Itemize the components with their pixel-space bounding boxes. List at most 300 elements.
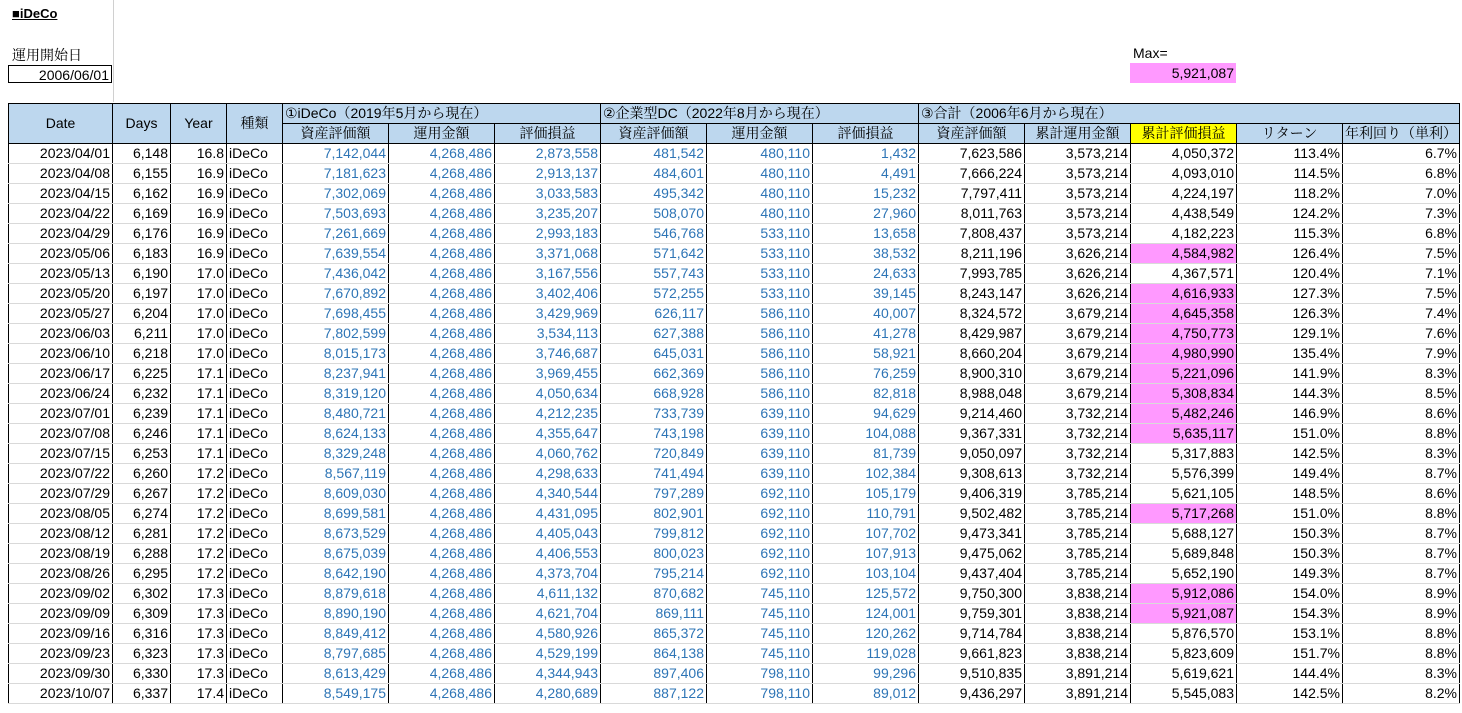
header-sub[interactable]: 年利回り（単利）: [1343, 124, 1460, 144]
cell-a2[interactable]: 4,268,486: [389, 284, 495, 304]
cell-year[interactable]: 17.1: [171, 364, 227, 384]
table-row[interactable]: [9, 304, 1460, 324]
cell-c3[interactable]: 5,717,268: [1131, 504, 1237, 524]
cell-b1[interactable]: 668,928: [601, 384, 707, 404]
cell-kind[interactable]: iDeCo: [227, 284, 283, 304]
cell-date[interactable]: 2023/04/08: [9, 164, 113, 184]
cell-b2[interactable]: 745,110: [707, 644, 813, 664]
cell-a1[interactable]: 8,329,248: [283, 444, 389, 464]
cell-a3[interactable]: 4,298,633: [495, 464, 601, 484]
cell-ret[interactable]: 151.7%: [1237, 644, 1343, 664]
cell-a2[interactable]: 4,268,486: [389, 604, 495, 624]
cell-days[interactable]: 6,169: [113, 204, 171, 224]
cell-date[interactable]: 2023/09/09: [9, 604, 113, 624]
cell-date[interactable]: 2023/06/03: [9, 324, 113, 344]
cell-c3[interactable]: 4,093,010: [1131, 164, 1237, 184]
cell-b3[interactable]: 38,532: [813, 244, 919, 264]
cell-a2[interactable]: 4,268,486: [389, 664, 495, 684]
table-row[interactable]: [9, 604, 1460, 624]
table-row[interactable]: [9, 244, 1460, 264]
header-group-ideco[interactable]: ①iDeCo（2019年5月から現在）: [283, 104, 601, 124]
cell-c3[interactable]: 4,980,990: [1131, 344, 1237, 364]
cell-yld[interactable]: 7.9%: [1343, 344, 1460, 364]
cell-ret[interactable]: 129.1%: [1237, 324, 1343, 344]
table-row[interactable]: [9, 184, 1460, 204]
cell-b2[interactable]: 586,110: [707, 384, 813, 404]
table-row[interactable]: [9, 204, 1460, 224]
cell-a2[interactable]: 4,268,486: [389, 444, 495, 464]
cell-a1[interactable]: 8,797,685: [283, 644, 389, 664]
cell-kind[interactable]: iDeCo: [227, 564, 283, 584]
cell-date[interactable]: 2023/05/13: [9, 264, 113, 284]
cell-year[interactable]: 17.1: [171, 384, 227, 404]
cell-c3[interactable]: 5,621,105: [1131, 484, 1237, 504]
cell-b2[interactable]: 586,110: [707, 324, 813, 344]
cell-c1[interactable]: 8,900,310: [919, 364, 1025, 384]
cell-ret[interactable]: 113.4%: [1237, 144, 1343, 164]
cell-kind[interactable]: iDeCo: [227, 504, 283, 524]
cell-days[interactable]: 6,253: [113, 444, 171, 464]
cell-c2[interactable]: 3,679,214: [1025, 384, 1131, 404]
cell-yld[interactable]: 8.7%: [1343, 544, 1460, 564]
cell-days[interactable]: 6,316: [113, 624, 171, 644]
cell-c2[interactable]: 3,679,214: [1025, 364, 1131, 384]
cell-b1[interactable]: 495,342: [601, 184, 707, 204]
cell-b2[interactable]: 533,110: [707, 264, 813, 284]
cell-ret[interactable]: 149.3%: [1237, 564, 1343, 584]
cell-c3[interactable]: 5,652,190: [1131, 564, 1237, 584]
cell-b3[interactable]: 81,739: [813, 444, 919, 464]
cell-date[interactable]: 2023/07/08: [9, 424, 113, 444]
cell-b2[interactable]: 480,110: [707, 204, 813, 224]
cell-c1[interactable]: 9,050,097: [919, 444, 1025, 464]
cell-c3[interactable]: 4,050,372: [1131, 144, 1237, 164]
cell-a1[interactable]: 7,261,669: [283, 224, 389, 244]
cell-ret[interactable]: 144.3%: [1237, 384, 1343, 404]
cell-b1[interactable]: 733,739: [601, 404, 707, 424]
cell-c1[interactable]: 9,214,460: [919, 404, 1025, 424]
cell-c3[interactable]: 5,921,087: [1131, 604, 1237, 624]
cell-ret[interactable]: 120.4%: [1237, 264, 1343, 284]
cell-b2[interactable]: 480,110: [707, 164, 813, 184]
cell-b3[interactable]: 124,001: [813, 604, 919, 624]
cell-b1[interactable]: 897,406: [601, 664, 707, 684]
table-row[interactable]: [9, 144, 1460, 164]
cell-a3[interactable]: 4,050,634: [495, 384, 601, 404]
cell-year[interactable]: 17.2: [171, 484, 227, 504]
cell-a2[interactable]: 4,268,486: [389, 364, 495, 384]
cell-days[interactable]: 6,190: [113, 264, 171, 284]
cell-c1[interactable]: 9,759,301: [919, 604, 1025, 624]
cell-b1[interactable]: 626,117: [601, 304, 707, 324]
cell-year[interactable]: 17.0: [171, 264, 227, 284]
cell-b3[interactable]: 107,913: [813, 544, 919, 564]
table-row[interactable]: [9, 504, 1460, 524]
cell-ret[interactable]: 150.3%: [1237, 544, 1343, 564]
cell-date[interactable]: 2023/05/20: [9, 284, 113, 304]
cell-a2[interactable]: 4,268,486: [389, 264, 495, 284]
cell-b1[interactable]: 802,901: [601, 504, 707, 524]
cell-kind[interactable]: iDeCo: [227, 404, 283, 424]
cell-b1[interactable]: 572,255: [601, 284, 707, 304]
cell-c2[interactable]: 3,891,214: [1025, 664, 1131, 684]
table-row[interactable]: [9, 684, 1460, 704]
cell-year[interactable]: 17.3: [171, 664, 227, 684]
cell-yld[interactable]: 8.8%: [1343, 504, 1460, 524]
cell-a3[interactable]: 4,280,689: [495, 684, 601, 704]
cell-a1[interactable]: 7,802,599: [283, 324, 389, 344]
header-sub[interactable]: リターン: [1237, 124, 1343, 144]
cell-yld[interactable]: 7.5%: [1343, 284, 1460, 304]
table-row[interactable]: [9, 424, 1460, 444]
cell-days[interactable]: 6,337: [113, 684, 171, 704]
cell-days[interactable]: 6,295: [113, 564, 171, 584]
table-row[interactable]: [9, 564, 1460, 584]
cell-year[interactable]: 17.0: [171, 344, 227, 364]
cell-date[interactable]: 2023/07/01: [9, 404, 113, 424]
cell-a3[interactable]: 4,580,926: [495, 624, 601, 644]
start-date-cell[interactable]: 2006/06/01: [8, 65, 112, 83]
cell-b2[interactable]: 533,110: [707, 244, 813, 264]
cell-c2[interactable]: 3,573,214: [1025, 164, 1131, 184]
cell-days[interactable]: 6,246: [113, 424, 171, 444]
cell-date[interactable]: 2023/09/23: [9, 644, 113, 664]
cell-b3[interactable]: 99,296: [813, 664, 919, 684]
cell-c2[interactable]: 3,838,214: [1025, 604, 1131, 624]
cell-year[interactable]: 17.1: [171, 424, 227, 444]
cell-c3[interactable]: 5,635,117: [1131, 424, 1237, 444]
header-year[interactable]: Year: [171, 104, 227, 144]
cell-ret[interactable]: 153.1%: [1237, 624, 1343, 644]
cell-b2[interactable]: 480,110: [707, 144, 813, 164]
cell-a1[interactable]: 8,879,618: [283, 584, 389, 604]
cell-kind[interactable]: iDeCo: [227, 604, 283, 624]
cell-year[interactable]: 16.9: [171, 204, 227, 224]
cell-days[interactable]: 6,281: [113, 524, 171, 544]
cell-a1[interactable]: 8,624,133: [283, 424, 389, 444]
cell-a2[interactable]: 4,268,486: [389, 464, 495, 484]
cell-b2[interactable]: 798,110: [707, 684, 813, 704]
cell-a3[interactable]: 3,167,556: [495, 264, 601, 284]
max-value-cell[interactable]: 5,921,087: [1130, 63, 1236, 83]
cell-b3[interactable]: 27,960: [813, 204, 919, 224]
cell-b3[interactable]: 15,232: [813, 184, 919, 204]
cell-b2[interactable]: 639,110: [707, 444, 813, 464]
cell-kind[interactable]: iDeCo: [227, 664, 283, 684]
cell-a1[interactable]: 7,698,455: [283, 304, 389, 324]
cell-a1[interactable]: 7,503,693: [283, 204, 389, 224]
cell-b3[interactable]: 13,658: [813, 224, 919, 244]
cell-yld[interactable]: 7.5%: [1343, 244, 1460, 264]
cell-year[interactable]: 17.1: [171, 404, 227, 424]
cell-a3[interactable]: 3,033,583: [495, 184, 601, 204]
cell-c3[interactable]: 4,367,571: [1131, 264, 1237, 284]
header-kind[interactable]: 種類: [227, 104, 283, 144]
cell-yld[interactable]: 8.6%: [1343, 404, 1460, 424]
cell-date[interactable]: 2023/04/15: [9, 184, 113, 204]
cell-c1[interactable]: 9,714,784: [919, 624, 1025, 644]
cell-date[interactable]: 2023/09/02: [9, 584, 113, 604]
cell-yld[interactable]: 8.6%: [1343, 484, 1460, 504]
cell-ret[interactable]: 135.4%: [1237, 344, 1343, 364]
cell-b1[interactable]: 645,031: [601, 344, 707, 364]
cell-c2[interactable]: 3,732,214: [1025, 464, 1131, 484]
cell-c1[interactable]: 9,308,613: [919, 464, 1025, 484]
cell-b3[interactable]: 125,572: [813, 584, 919, 604]
cell-date[interactable]: 2023/09/30: [9, 664, 113, 684]
cell-c3[interactable]: 5,688,127: [1131, 524, 1237, 544]
cell-c2[interactable]: 3,785,214: [1025, 524, 1131, 544]
cell-c1[interactable]: 8,660,204: [919, 344, 1025, 364]
cell-c1[interactable]: 9,750,300: [919, 584, 1025, 604]
cell-c2[interactable]: 3,573,214: [1025, 224, 1131, 244]
cell-ret[interactable]: 127.3%: [1237, 284, 1343, 304]
cell-b3[interactable]: 24,633: [813, 264, 919, 284]
cell-c1[interactable]: 9,473,341: [919, 524, 1025, 544]
cell-kind[interactable]: iDeCo: [227, 544, 283, 564]
cell-kind[interactable]: iDeCo: [227, 364, 283, 384]
cell-b3[interactable]: 107,702: [813, 524, 919, 544]
cell-days[interactable]: 6,176: [113, 224, 171, 244]
cell-a1[interactable]: 8,890,190: [283, 604, 389, 624]
cell-year[interactable]: 16.8: [171, 144, 227, 164]
cell-a3[interactable]: 4,406,553: [495, 544, 601, 564]
cell-b3[interactable]: 104,088: [813, 424, 919, 444]
table-row[interactable]: [9, 544, 1460, 564]
cell-a1[interactable]: 8,015,173: [283, 344, 389, 364]
cell-kind[interactable]: iDeCo: [227, 444, 283, 464]
cell-days[interactable]: 6,155: [113, 164, 171, 184]
cell-b2[interactable]: 798,110: [707, 664, 813, 684]
cell-c1[interactable]: 7,623,586: [919, 144, 1025, 164]
cell-yld[interactable]: 8.8%: [1343, 624, 1460, 644]
table-row[interactable]: [9, 664, 1460, 684]
cell-c2[interactable]: 3,573,214: [1025, 144, 1131, 164]
cell-c2[interactable]: 3,891,214: [1025, 684, 1131, 704]
cell-a1[interactable]: 7,639,554: [283, 244, 389, 264]
table-row[interactable]: [9, 324, 1460, 344]
cell-ret[interactable]: 151.0%: [1237, 504, 1343, 524]
cell-c1[interactable]: 8,988,048: [919, 384, 1025, 404]
table-row[interactable]: [9, 484, 1460, 504]
cell-c1[interactable]: 9,661,823: [919, 644, 1025, 664]
cell-c2[interactable]: 3,626,214: [1025, 284, 1131, 304]
cell-b2[interactable]: 692,110: [707, 564, 813, 584]
table-row[interactable]: [9, 384, 1460, 404]
cell-b1[interactable]: 797,289: [601, 484, 707, 504]
cell-a3[interactable]: 4,611,132: [495, 584, 601, 604]
cell-yld[interactable]: 8.8%: [1343, 644, 1460, 664]
cell-yld[interactable]: 6.8%: [1343, 224, 1460, 244]
cell-b3[interactable]: 40,007: [813, 304, 919, 324]
cell-c2[interactable]: 3,679,214: [1025, 324, 1131, 344]
cell-year[interactable]: 17.2: [171, 504, 227, 524]
cell-a2[interactable]: 4,268,486: [389, 224, 495, 244]
cell-b2[interactable]: 586,110: [707, 364, 813, 384]
cell-date[interactable]: 2023/08/19: [9, 544, 113, 564]
cell-days[interactable]: 6,267: [113, 484, 171, 504]
cell-ret[interactable]: 118.2%: [1237, 184, 1343, 204]
cell-b2[interactable]: 586,110: [707, 304, 813, 324]
cell-days[interactable]: 6,260: [113, 464, 171, 484]
cell-a2[interactable]: 4,268,486: [389, 584, 495, 604]
cell-b1[interactable]: 800,023: [601, 544, 707, 564]
cell-b3[interactable]: 58,921: [813, 344, 919, 364]
cell-b1[interactable]: 870,682: [601, 584, 707, 604]
cell-date[interactable]: 2023/05/06: [9, 244, 113, 264]
cell-b2[interactable]: 692,110: [707, 544, 813, 564]
cell-a2[interactable]: 4,268,486: [389, 304, 495, 324]
table-row[interactable]: [9, 344, 1460, 364]
cell-c2[interactable]: 3,573,214: [1025, 184, 1131, 204]
cell-yld[interactable]: 7.6%: [1343, 324, 1460, 344]
cell-kind[interactable]: iDeCo: [227, 304, 283, 324]
cell-a1[interactable]: 8,480,721: [283, 404, 389, 424]
cell-c3[interactable]: 4,616,933: [1131, 284, 1237, 304]
cell-date[interactable]: 2023/04/29: [9, 224, 113, 244]
cell-year[interactable]: 16.9: [171, 244, 227, 264]
table-row[interactable]: [9, 224, 1460, 244]
cell-b2[interactable]: 480,110: [707, 184, 813, 204]
cell-year[interactable]: 17.3: [171, 604, 227, 624]
cell-a3[interactable]: 4,355,647: [495, 424, 601, 444]
cell-b1[interactable]: 546,768: [601, 224, 707, 244]
cell-a2[interactable]: 4,268,486: [389, 204, 495, 224]
cell-a2[interactable]: 4,268,486: [389, 484, 495, 504]
cell-kind[interactable]: iDeCo: [227, 324, 283, 344]
cell-kind[interactable]: iDeCo: [227, 164, 283, 184]
cell-kind[interactable]: iDeCo: [227, 204, 283, 224]
cell-date[interactable]: 2023/10/07: [9, 684, 113, 704]
cell-date[interactable]: 2023/08/05: [9, 504, 113, 524]
cell-yld[interactable]: 8.3%: [1343, 364, 1460, 384]
cell-days[interactable]: 6,204: [113, 304, 171, 324]
cell-a3[interactable]: 2,993,183: [495, 224, 601, 244]
cell-yld[interactable]: 8.3%: [1343, 664, 1460, 684]
cell-days[interactable]: 6,302: [113, 584, 171, 604]
table-row[interactable]: [9, 624, 1460, 644]
cell-c2[interactable]: 3,732,214: [1025, 444, 1131, 464]
cell-yld[interactable]: 8.7%: [1343, 524, 1460, 544]
cell-a2[interactable]: 4,268,486: [389, 344, 495, 364]
header-sub[interactable]: 資産評価額: [601, 124, 707, 144]
cell-date[interactable]: 2023/07/15: [9, 444, 113, 464]
cell-c3[interactable]: 5,689,848: [1131, 544, 1237, 564]
header-group-total[interactable]: ③合計（2006年6月から現在）: [919, 104, 1460, 124]
cell-a1[interactable]: 7,142,044: [283, 144, 389, 164]
header-sub[interactable]: 運用金額: [389, 124, 495, 144]
header-sub[interactable]: 資産評価額: [283, 124, 389, 144]
cell-a1[interactable]: 7,302,069: [283, 184, 389, 204]
cell-yld[interactable]: 8.8%: [1343, 424, 1460, 444]
cell-c1[interactable]: 9,502,482: [919, 504, 1025, 524]
table-row[interactable]: [9, 644, 1460, 664]
cell-a3[interactable]: 4,373,704: [495, 564, 601, 584]
cell-a2[interactable]: 4,268,486: [389, 384, 495, 404]
cell-b2[interactable]: 692,110: [707, 484, 813, 504]
cell-c1[interactable]: 7,993,785: [919, 264, 1025, 284]
cell-c3[interactable]: 5,308,834: [1131, 384, 1237, 404]
cell-b2[interactable]: 533,110: [707, 284, 813, 304]
cell-c3[interactable]: 4,584,982: [1131, 244, 1237, 264]
cell-b3[interactable]: 76,259: [813, 364, 919, 384]
cell-a2[interactable]: 4,268,486: [389, 624, 495, 644]
cell-c2[interactable]: 3,838,214: [1025, 584, 1131, 604]
header-sub[interactable]: 累計運用金額: [1025, 124, 1131, 144]
cell-ret[interactable]: 144.4%: [1237, 664, 1343, 684]
cell-yld[interactable]: 8.7%: [1343, 464, 1460, 484]
cell-year[interactable]: 17.0: [171, 324, 227, 344]
cell-days[interactable]: 6,211: [113, 324, 171, 344]
cell-days[interactable]: 6,148: [113, 144, 171, 164]
cell-a2[interactable]: 4,268,486: [389, 564, 495, 584]
cell-a1[interactable]: 8,609,030: [283, 484, 389, 504]
cell-a3[interactable]: 3,402,406: [495, 284, 601, 304]
cell-c1[interactable]: 8,324,572: [919, 304, 1025, 324]
cell-days[interactable]: 6,239: [113, 404, 171, 424]
cell-kind[interactable]: iDeCo: [227, 344, 283, 364]
cell-c1[interactable]: 7,666,224: [919, 164, 1025, 184]
cell-days[interactable]: 6,197: [113, 284, 171, 304]
cell-a3[interactable]: 4,212,235: [495, 404, 601, 424]
cell-a3[interactable]: 4,344,943: [495, 664, 601, 684]
cell-days[interactable]: 6,274: [113, 504, 171, 524]
cell-c2[interactable]: 3,732,214: [1025, 424, 1131, 444]
cell-c2[interactable]: 3,838,214: [1025, 644, 1131, 664]
cell-ret[interactable]: 154.0%: [1237, 584, 1343, 604]
cell-b3[interactable]: 105,179: [813, 484, 919, 504]
cell-year[interactable]: 16.9: [171, 164, 227, 184]
cell-c1[interactable]: 9,475,062: [919, 544, 1025, 564]
cell-b3[interactable]: 110,791: [813, 504, 919, 524]
cell-c1[interactable]: 8,211,196: [919, 244, 1025, 264]
cell-date[interactable]: 2023/07/29: [9, 484, 113, 504]
cell-kind[interactable]: iDeCo: [227, 624, 283, 644]
cell-ret[interactable]: 124.2%: [1237, 204, 1343, 224]
cell-b2[interactable]: 745,110: [707, 584, 813, 604]
cell-a3[interactable]: 2,873,558: [495, 144, 601, 164]
cell-year[interactable]: 17.3: [171, 584, 227, 604]
cell-c2[interactable]: 3,573,214: [1025, 204, 1131, 224]
cell-b1[interactable]: 741,494: [601, 464, 707, 484]
cell-b1[interactable]: 795,214: [601, 564, 707, 584]
cell-a1[interactable]: 8,319,120: [283, 384, 389, 404]
cell-c2[interactable]: 3,785,214: [1025, 564, 1131, 584]
cell-a1[interactable]: 8,567,119: [283, 464, 389, 484]
cell-ret[interactable]: 150.3%: [1237, 524, 1343, 544]
cell-date[interactable]: 2023/04/22: [9, 204, 113, 224]
cell-a1[interactable]: 8,675,039: [283, 544, 389, 564]
table-row[interactable]: [9, 264, 1460, 284]
cell-date[interactable]: 2023/06/24: [9, 384, 113, 404]
cell-a3[interactable]: 3,235,207: [495, 204, 601, 224]
cell-yld[interactable]: 8.2%: [1343, 684, 1460, 704]
cell-c3[interactable]: 5,823,609: [1131, 644, 1237, 664]
cell-ret[interactable]: 142.5%: [1237, 684, 1343, 704]
cell-a2[interactable]: 4,268,486: [389, 504, 495, 524]
cell-ret[interactable]: 114.5%: [1237, 164, 1343, 184]
cell-days[interactable]: 6,183: [113, 244, 171, 264]
cell-c1[interactable]: 9,510,835: [919, 664, 1025, 684]
cell-c3[interactable]: 5,619,621: [1131, 664, 1237, 684]
cell-b2[interactable]: 745,110: [707, 624, 813, 644]
cell-c1[interactable]: 8,011,763: [919, 204, 1025, 224]
cell-kind[interactable]: iDeCo: [227, 224, 283, 244]
cell-b2[interactable]: 692,110: [707, 504, 813, 524]
header-sub[interactable]: 評価損益: [813, 124, 919, 144]
cell-kind[interactable]: iDeCo: [227, 524, 283, 544]
cell-b3[interactable]: 89,012: [813, 684, 919, 704]
